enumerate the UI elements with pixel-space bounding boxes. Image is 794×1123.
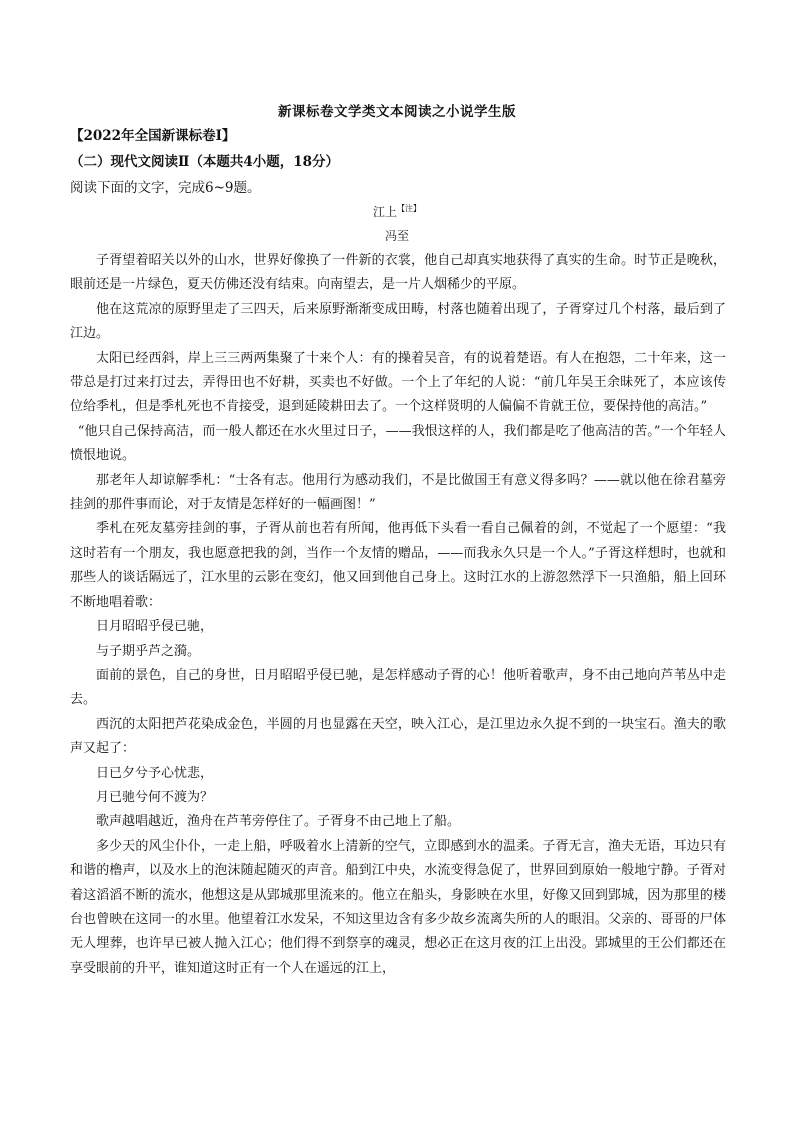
paragraph: 歌声越唱越近，渔舟在芦苇旁停住了。子胥身不由己地上了船。 — [96, 814, 461, 830]
song-line: 日已夕兮予心忧悲， — [96, 765, 214, 781]
story-author: 冯至 — [384, 229, 409, 243]
song-line: 日月昭昭乎侵已驰， — [96, 619, 214, 635]
paragraph: 他在这荒凉的原野里走了三四天，后来原野渐渐变成田畴，村落也随着出现了，子胥穿过几个村落，最后到了江边。 — [70, 301, 726, 342]
paragraph: 多少天的风尘仆仆，一走上船，呼吸着水上清新的空气，立即感到水的温柔。子胥无言，渔夫无语，耳边只有和谐的橹声，以及水上的泡沫随起随灭的声音。船到江中央，水流变得急促了，世界回到原始一般地宁静。子胥对着这滔滔不断的流水，他想这是从郢城那里流来的。他立在船头，身影映在水里，好像又回到郢城，因为那里的楼台也曾映在这同一的水里。他望着江水发呆，不知这里边含有多少故乡流离失所的人的眼泪。父亲的、哥哥的尸体无人埋葬，也许早已被人抛入江心；他们得不到祭享的魂灵，想必正在这月夜的江上出没。郢城里的王公们都还在享受眼前的升平，谁知道这时正有一个人在遥远的江上， — [70, 838, 726, 976]
section-heading: （二）现代文阅读Ⅱ（本题共4小题，18分） — [70, 154, 340, 170]
story-note-mark: 【注】 — [397, 204, 421, 213]
paragraph: 那老年人却谅解季札：“士各有志。他用行为感动我们，不是比做国王有意义得多吗？——就以他在徐君墓旁挂剑的那件事而论，对于友情是怎样好的一幅画图！” — [70, 472, 726, 513]
song-line: 与子期乎芦之漪。 — [96, 643, 201, 659]
paragraph: 太阳已经西斜，岸上三三两两集聚了十来个人：有的操着吴音，有的说着楚语。有人在抱怨，二十年来，这一带总是打过来打过去，弄得田也不好耕，买卖也不好做。一个上了年纪的人说：“前几年吴王余昧死了，本应该传位给季札，但是季札死也不肯接受，退到延陵耕田去了。一个这样贤明的人偏偏不肯就王位，要保持他的高洁。” — [70, 350, 726, 415]
song-line: 月已驰兮何不渡为？ — [96, 789, 214, 805]
paragraph: 季札在死友墓旁挂剑的事，子胥从前也若有所闻，他再低下头看一看自己佩着的剑，不觉起了一个愿望：“我这时若有一个朋友，我也愿意把我的剑，当作一个友情的赠品，——而我永久只是一个人。”子胥这样想时，也就和那些人的谈话隔远了，江水里的云影在变幻，他又回到他自己身上。这时江水的上游忽然浮下一只渔船，船上回环不断地唱着歌： — [70, 521, 726, 610]
instruction: 阅读下面的文字，完成6~9题。 — [70, 180, 261, 196]
exam-tag: 【2022年全国新课标卷Ⅰ】 — [70, 128, 236, 144]
document-title: 新课标卷文学类文本阅读之小说学生版 — [278, 104, 516, 120]
paragraph: 子胥望着昭关以外的山水，世界好像换了一件新的衣裳，他自己却真实地获得了真实的生命。时节正是晚秋，眼前还是一片绿色，夏天仿佛还没有结束。向南望去，是一片人烟稀少的平原。 — [70, 253, 726, 293]
story-body — [70, 249, 726, 981]
story-title-line — [0, 203, 794, 220]
paragraph: 面前的景色，自己的身世，日月昭昭乎侵已驰，是怎样感动子胥的心！他听着歌声，身不由己地向芦苇丛中走去。 — [70, 667, 726, 708]
story-title: 江上 — [372, 205, 397, 219]
paragraph: “他只自己保持高洁，而一般人都还在水火里过日子，——我恨这样的人，我们都是吃了他高洁的苦。”一个年轻人愤恨地说。 — [70, 423, 726, 464]
paragraph: 西沉的太阳把芦花染成金色，半圆的月也显露在天空，映入江心，是江里边永久捉不到的一块宝石。渔夫的歌声又起了： — [70, 716, 726, 757]
